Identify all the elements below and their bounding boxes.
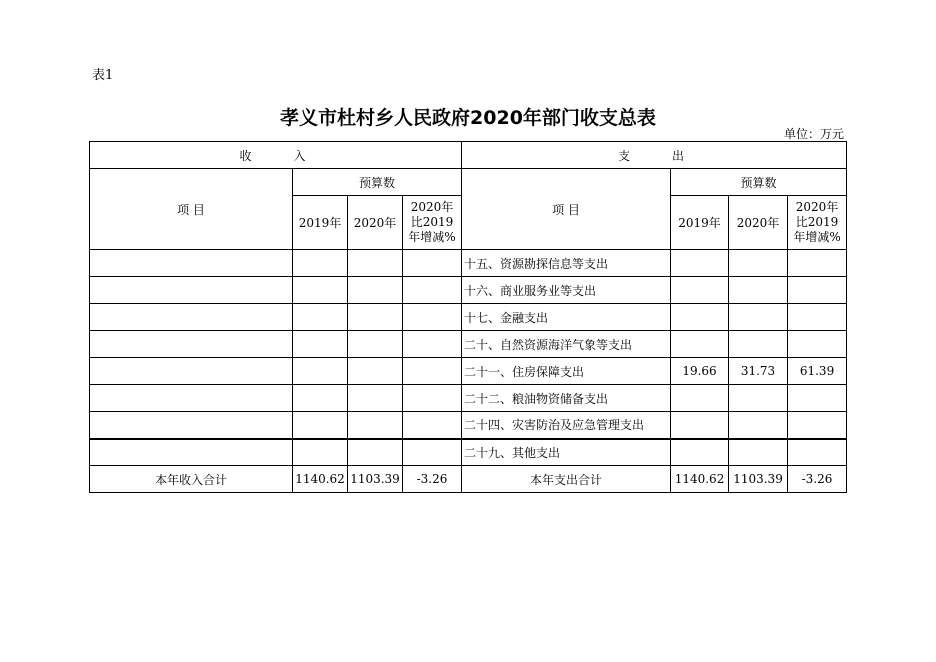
income-2019-cell	[293, 331, 348, 358]
table-row	[90, 385, 847, 412]
income-item-cell	[90, 250, 293, 277]
expense-item-cell: 二十九、其他支出	[462, 439, 671, 466]
expense-total-change: -3.26	[788, 466, 847, 493]
expense-2020-cell	[729, 385, 788, 412]
expense-total-2020: 1103.39	[729, 466, 788, 493]
expense-total-2019: 1140.62	[671, 466, 729, 493]
income-change-cell	[403, 304, 462, 331]
income-total-change: -3.26	[403, 466, 462, 493]
expense-change-cell	[788, 304, 847, 331]
income-change-cell	[403, 331, 462, 358]
page-title: 孝义市杜村乡人民政府2020年部门收支总表	[280, 107, 656, 129]
income-2020-cell	[348, 331, 403, 358]
expense-2020-header: 2020年	[729, 196, 788, 250]
budget-header-row	[90, 169, 847, 196]
expense-change-cell	[788, 331, 847, 358]
expense-2019-cell: 19.66	[671, 358, 729, 385]
budget-summary-table	[89, 141, 847, 493]
expense-2019-cell	[671, 439, 729, 466]
expense-change-cell: 61.39	[788, 358, 847, 385]
expense-change-header: 2020年比2019年增减%	[788, 196, 847, 250]
expense-2020-cell	[729, 439, 788, 466]
expense-2020-cell	[729, 412, 788, 439]
table-row	[90, 304, 847, 331]
expense-item-cell: 二十、自然资源海洋气象等支出	[462, 331, 671, 358]
income-2020-cell	[348, 412, 403, 439]
expense-2019-cell	[671, 385, 729, 412]
totals-row	[90, 466, 847, 493]
expense-group-header: 支 出	[462, 142, 847, 169]
expense-2020-cell	[729, 250, 788, 277]
unit-label: 单位：万元	[783, 127, 844, 141]
expense-budget-header: 预算数	[671, 169, 847, 196]
income-2020-cell	[348, 304, 403, 331]
income-2019-cell	[293, 358, 348, 385]
income-total-2019: 1140.62	[293, 466, 348, 493]
income-2019-header: 2019年	[293, 196, 348, 250]
expense-2020-cell: 31.73	[729, 358, 788, 385]
income-item-cell	[90, 439, 293, 466]
table-row	[90, 331, 847, 358]
income-budget-header: 预算数	[293, 169, 462, 196]
income-2020-cell	[348, 439, 403, 466]
income-2019-cell	[293, 277, 348, 304]
income-2019-cell	[293, 439, 348, 466]
table-label: 表1	[92, 68, 114, 83]
income-2019-cell	[293, 412, 348, 439]
income-item-cell	[90, 331, 293, 358]
income-2019-cell	[293, 250, 348, 277]
income-item-cell	[90, 304, 293, 331]
expense-2019-cell	[671, 250, 729, 277]
expense-item-cell: 二十一、住房保障支出	[462, 358, 671, 385]
expense-item-header: 项 目	[462, 169, 671, 250]
expense-2019-cell	[671, 304, 729, 331]
expense-change-cell	[788, 250, 847, 277]
income-item-cell	[90, 412, 293, 439]
expense-item-cell: 十七、金融支出	[462, 304, 671, 331]
expense-2020-cell	[729, 304, 788, 331]
expense-2019-header: 2019年	[671, 196, 729, 250]
income-change-cell	[403, 250, 462, 277]
income-change-cell	[403, 277, 462, 304]
expense-2019-cell	[671, 412, 729, 439]
income-total-2020: 1103.39	[348, 466, 403, 493]
income-2020-cell	[348, 277, 403, 304]
income-item-header: 项 目	[90, 169, 293, 250]
expense-item-cell: 二十二、粮油物资储备支出	[462, 385, 671, 412]
expense-change-cell	[788, 277, 847, 304]
expense-2020-cell	[729, 331, 788, 358]
income-change-cell	[403, 385, 462, 412]
income-item-cell	[90, 385, 293, 412]
income-2020-cell	[348, 385, 403, 412]
expense-2019-cell	[671, 277, 729, 304]
table-row	[90, 358, 847, 385]
expense-item-cell: 十六、商业服务业等支出	[462, 277, 671, 304]
expense-2019-cell	[671, 331, 729, 358]
income-item-cell	[90, 277, 293, 304]
expense-2020-cell	[729, 277, 788, 304]
income-group-header: 收 入	[90, 142, 462, 169]
table-row	[90, 250, 847, 277]
income-2020-header: 2020年	[348, 196, 403, 250]
income-change-cell	[403, 439, 462, 466]
income-item-cell	[90, 358, 293, 385]
expense-total-label: 本年支出合计	[462, 466, 671, 493]
income-change-cell	[403, 358, 462, 385]
income-2020-cell	[348, 250, 403, 277]
income-2019-cell	[293, 304, 348, 331]
table-row	[90, 412, 847, 439]
income-2020-cell	[348, 358, 403, 385]
expense-item-cell: 二十四、灾害防治及应急管理支出	[462, 412, 671, 439]
income-total-label: 本年收入合计	[90, 466, 293, 493]
expense-change-cell	[788, 385, 847, 412]
expense-change-cell	[788, 412, 847, 439]
income-2019-cell	[293, 385, 348, 412]
income-change-cell	[403, 412, 462, 439]
table-row	[90, 439, 847, 466]
expense-change-cell	[788, 439, 847, 466]
group-header-row	[90, 142, 847, 169]
expense-item-cell: 十五、资源勘探信息等支出	[462, 250, 671, 277]
table-row	[90, 277, 847, 304]
income-change-header: 2020年比2019年增减%	[403, 196, 462, 250]
